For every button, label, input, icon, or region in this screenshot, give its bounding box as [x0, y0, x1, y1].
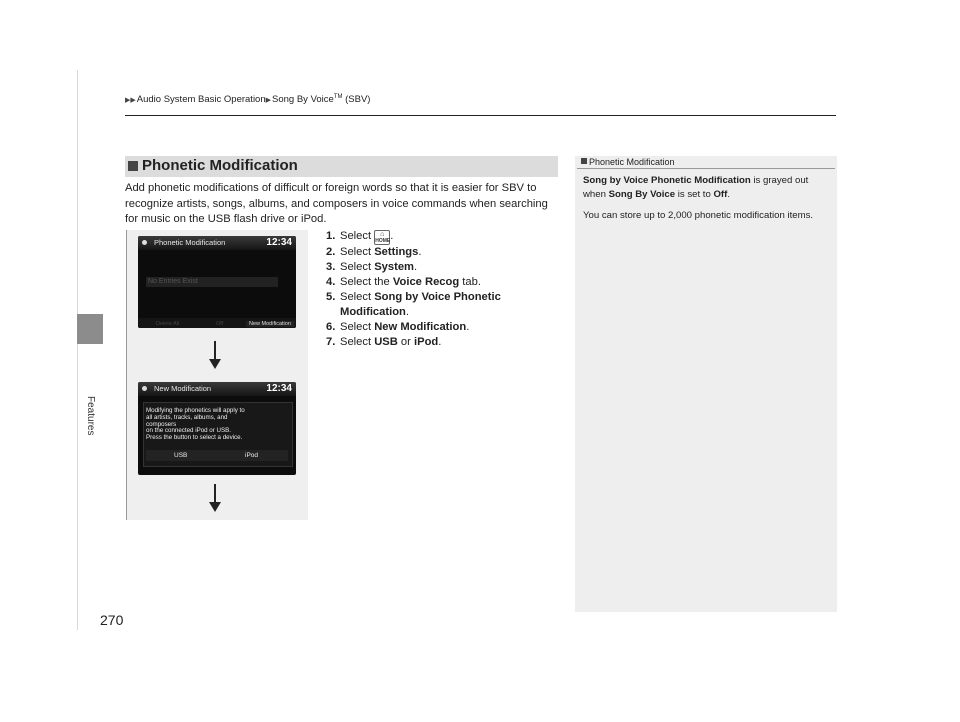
step-item: 4. Select the Voice Recog tab.	[326, 276, 481, 288]
screen-title: New Modification	[154, 384, 212, 393]
new-modification-button: New Modification	[246, 321, 294, 327]
note-marker-icon	[581, 158, 587, 164]
screen-clock: 12:34	[266, 383, 292, 394]
section-square-icon	[128, 161, 138, 171]
screen-title: Phonetic Modification	[154, 238, 226, 247]
step-item: 1. Select ⌂ HOME.	[326, 230, 394, 244]
chapter-tab-marker	[77, 314, 103, 344]
screen-clock: 12:34	[266, 237, 292, 248]
empty-list-row: No Entries Exist	[146, 277, 278, 287]
down-arrow-icon	[207, 341, 223, 371]
header-rule	[125, 115, 836, 116]
step-item: 6. Select New Modification.	[326, 321, 470, 333]
delete-all-button: Delete All	[156, 321, 180, 327]
breadcrumb-arrows-icon: ▶▶	[125, 97, 136, 105]
new-modification-screen	[138, 382, 296, 475]
screen-illustration	[126, 230, 308, 520]
step-item: 3. Select System.	[326, 261, 418, 273]
page-number: 270	[100, 612, 124, 628]
breadcrumb-item-audio[interactable]: Audio System Basic Operation	[136, 94, 266, 106]
side-divider	[77, 70, 78, 630]
back-icon	[142, 240, 147, 245]
back-icon	[142, 386, 147, 391]
step-item: 2. Select Settings.	[326, 246, 422, 258]
home-icon: ⌂ HOME	[375, 231, 391, 244]
device-option-bar	[146, 450, 288, 461]
phonetic-modification-screen	[138, 236, 296, 328]
note-paragraph-2: You can store up to 2,000 phonetic modification items.	[583, 210, 814, 221]
device-message: Modifying the phonetics will apply to all artists, tracks, albums, and composers on the connected iPod or USB. Press the button to select a device.	[146, 407, 245, 442]
ipod-option: iPod	[245, 452, 259, 459]
side-note-heading: Phonetic Modification	[581, 157, 675, 167]
off-button: Off	[216, 321, 224, 327]
usb-option: USB	[174, 452, 188, 459]
step-item: 5. Select Song by Voice Phonetic Modification.	[326, 291, 501, 318]
step-list	[326, 229, 556, 350]
down-arrow-icon	[207, 484, 223, 514]
step-item: 7. Select USB or iPod.	[326, 336, 442, 348]
note-paragraph-1: Song by Voice Phonetic Modification is grayed out when Song By Voice is set to Off.	[583, 175, 809, 200]
breadcrumb-item-sbv[interactable]: Song By Voice™ (SBV)	[272, 94, 371, 106]
section-title: Phonetic Modification	[142, 157, 298, 174]
chapter-label: Features	[85, 396, 96, 436]
breadcrumb	[125, 94, 370, 105]
intro-paragraph: Add phonetic modifications of difficult or foreign words so that it is easier for SBV to recognize artists, songs, albums, and composers in voice commands when searching for music on the USB flash drive or iPod.	[125, 182, 548, 225]
breadcrumb-separator-icon: ▶	[265, 97, 272, 105]
side-note-rule	[577, 168, 835, 169]
side-note-text	[583, 174, 823, 230]
